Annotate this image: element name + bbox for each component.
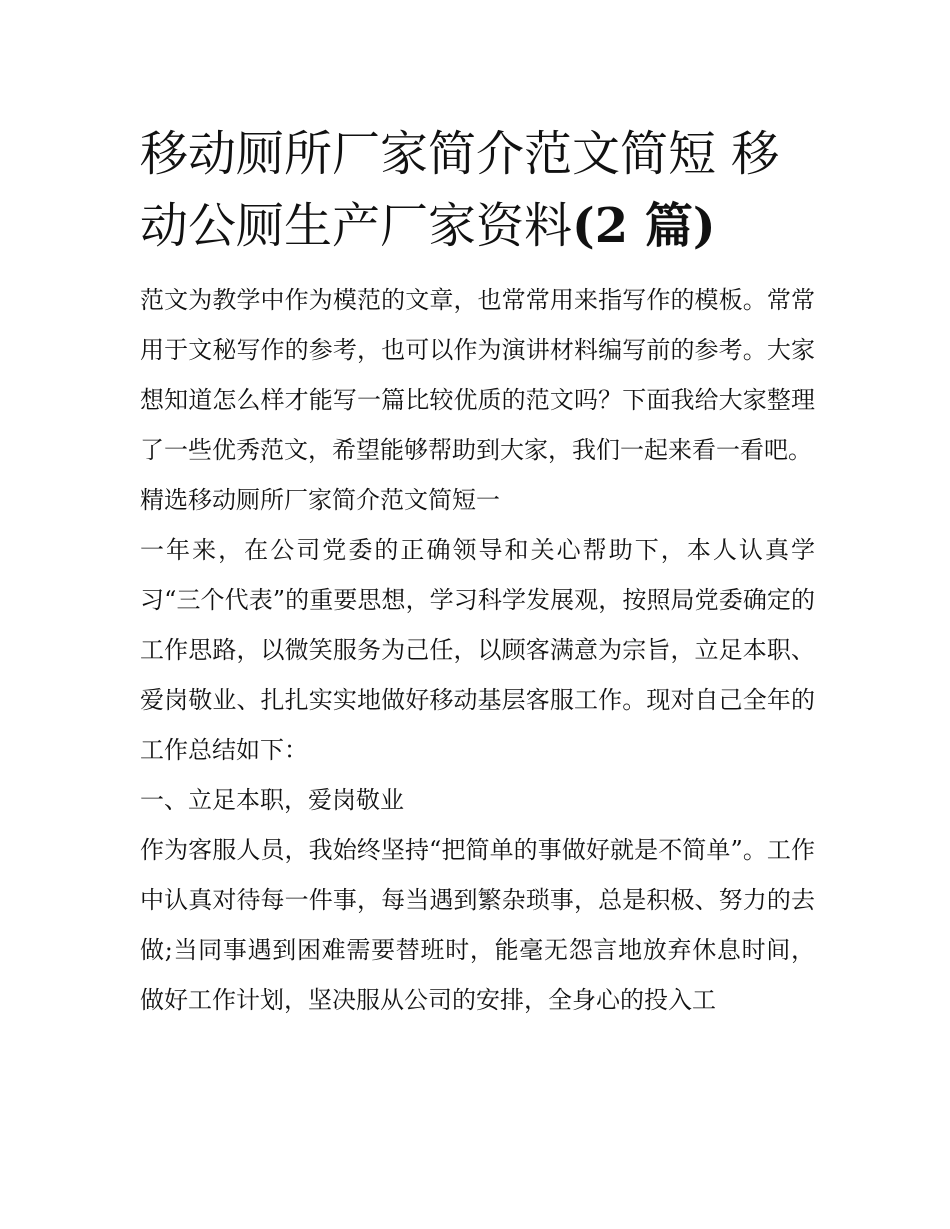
section-heading: 精选移动厕所厂家简介范文简短一 [140, 486, 500, 514]
body-paragraph: 一年来，在公司党委的正确领导和关心帮助下，本人认真学习“三个代表”的重要思想，学习科学发展观，按照局党委确定的工作思路，以微笑服务为己任，以顾客满意为宗旨，立足本职、爱岗敬业、扎扎实实地做好移动基层客服工作。现对自己全年的工作总结如下： [140, 536, 815, 764]
document-title [140, 118, 820, 262]
body-paragraph: 作为客服人员，我始终坚持“把简单的事做好就是不简单”。工作中认真对待每一件事，每当遇到繁杂琐事，总是积极、努力的去做;当同事遇到困难需要替班时，能毫无怨言地放弃休息时间，做好工作计划，坚决服从公司的安排，全身心的投入工 [140, 836, 815, 1014]
document-title-suffix: (2 篇) [572, 198, 716, 254]
intro-paragraph: 范文为教学中作为模范的文章，也常常用来指写作的模板。常常用于文秘写作的参考，也可以作为演讲材料编写前的参考。大家想知道怎么样才能写一篇比较优质的范文吗？下面我给大家整理了一些优秀范文，希望能够帮助到大家，我们一起来看一看吧。 [140, 286, 815, 464]
subsection-heading: 一、立足本职，爱岗敬业 [140, 786, 404, 814]
document-body [140, 275, 815, 1025]
document-title-main: 移动厕所厂家简介范文简短 移动公厕生产厂家资料 [140, 126, 780, 254]
